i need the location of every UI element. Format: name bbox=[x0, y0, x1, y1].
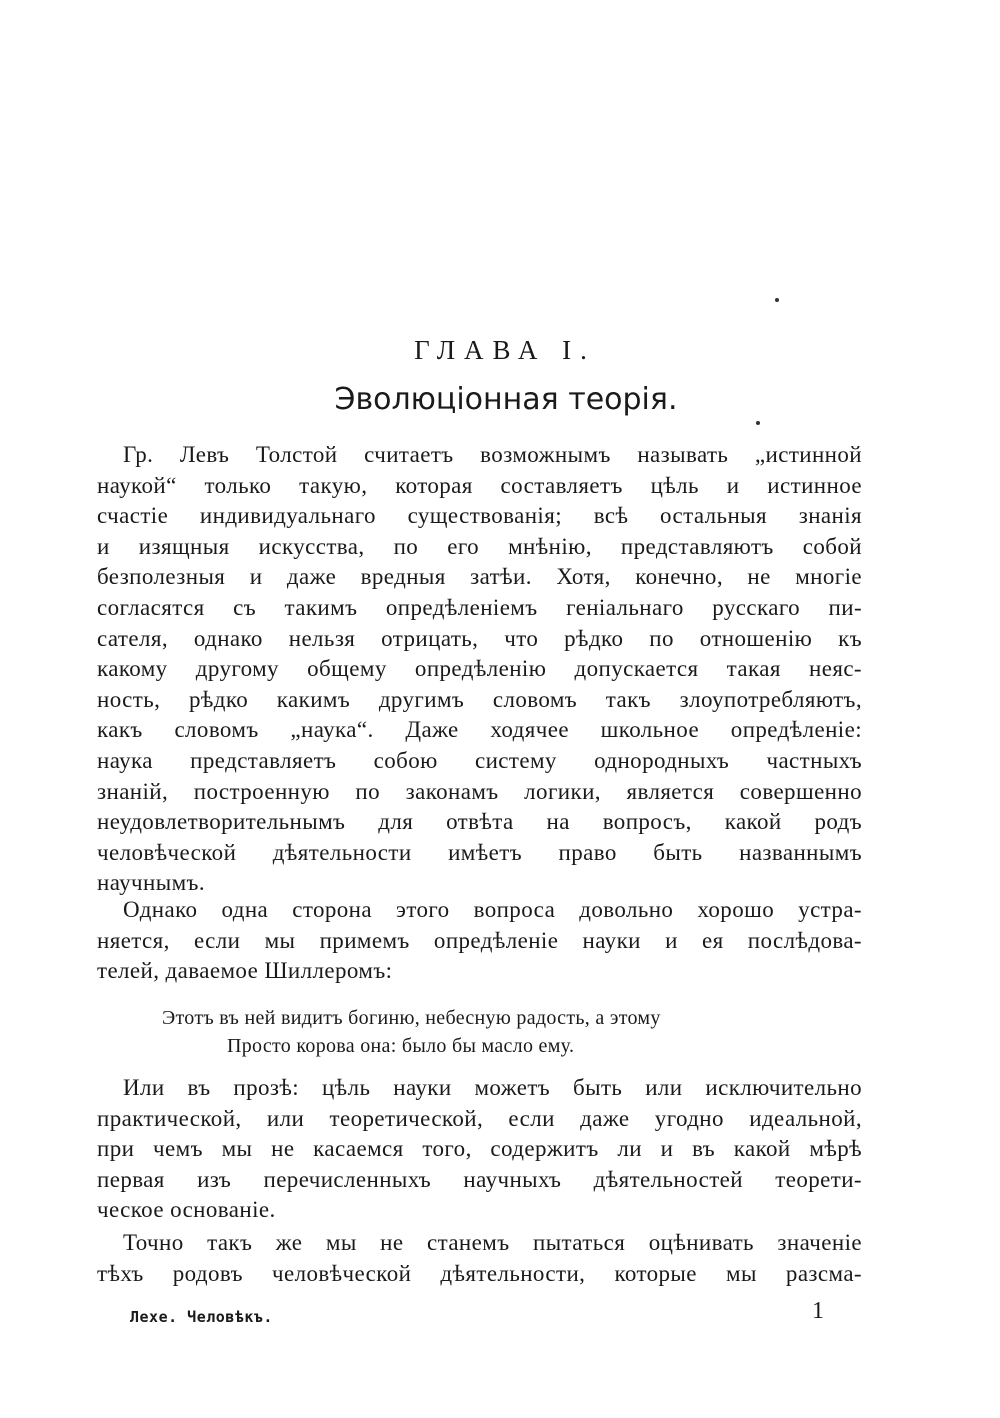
text-line: при чемъ мы не касаемся того, содержитъ ли и въ какой мѣрѣ bbox=[97, 1136, 862, 1162]
text-line: ческое основаніе. bbox=[97, 1197, 276, 1223]
text-line: няется, если мы примемъ опредѣленіе науки и ея послѣдова- bbox=[97, 927, 862, 953]
verse-line: Просто корова она: было бы масло ему. bbox=[227, 1035, 575, 1057]
verse-line: Этотъ въ ней видитъ богиню, небесную радость, а этому bbox=[162, 1007, 661, 1029]
text-line: человѣческой дѣятельности имѣетъ право быть названнымъ bbox=[97, 839, 862, 865]
text-line: согласятся съ такимъ опредѣленіемъ геніальнаго русскаго пи- bbox=[97, 594, 862, 620]
text-line: ность, рѣдко какимъ другимъ словомъ такъ злоупотребляютъ, bbox=[97, 686, 862, 712]
chapter-title: Эволюціонная теорія. bbox=[334, 382, 678, 417]
text-line: практической, или теоретической, если даже угодно идеальной, bbox=[97, 1105, 862, 1131]
footer-signature: Лехе. Человѣкъ. bbox=[130, 1308, 273, 1326]
page-number: 1 bbox=[812, 1298, 824, 1324]
text-line: Однако одна сторона этого вопроса довольно хорошо устра- bbox=[123, 897, 862, 922]
text-line: знаній, построенную по законамъ логики, является совершенно bbox=[97, 778, 862, 804]
text-line: какъ словомъ „наука“. Даже ходячее школьное опредѣленіе: bbox=[97, 717, 862, 743]
text-line: неудовлетворительнымъ для отвѣта на вопросъ, какой родъ bbox=[97, 809, 862, 835]
paragraph-2 bbox=[97, 895, 862, 987]
text-line: телей, даваемое Шиллеромъ: bbox=[97, 958, 393, 984]
text-line: Гр. Левъ Толстой считаетъ возможнымъ называть „истинной bbox=[123, 442, 862, 467]
text-line: научнымъ. bbox=[97, 870, 205, 896]
print-speck bbox=[775, 298, 779, 302]
text-line: какому другому общему опредѣленію допускается такая неяс- bbox=[97, 656, 862, 682]
text-line: сателя, однако нельзя отрицать, что рѣдко по отношенію къ bbox=[97, 625, 862, 651]
paragraph-1 bbox=[97, 440, 862, 899]
paragraph-3 bbox=[97, 1073, 862, 1226]
text-line: Точно такъ же мы не станемъ пытаться оцѣнивать значеніе bbox=[123, 1230, 862, 1255]
text-line: счастіе индивидуальнаго существованія; всѣ остальныя знанія bbox=[97, 503, 862, 529]
verse-quote bbox=[0, 1004, 1000, 1060]
text-line: Или въ прозѣ: цѣль науки можетъ быть или исключительно bbox=[123, 1075, 862, 1100]
text-line: наука представляетъ собою систему однородныхъ частныхъ bbox=[97, 747, 862, 773]
paragraph-4 bbox=[97, 1228, 862, 1289]
text-line: безполезныя и даже вредныя затѣи. Хотя, конечно, не многіе bbox=[97, 564, 862, 590]
text-line: тѣхъ родовъ человѣческой дѣятельности, которые мы разсма- bbox=[97, 1260, 862, 1286]
chapter-label: ГЛАВА I. bbox=[414, 335, 596, 365]
text-line: первая изъ перечисленныхъ научныхъ дѣятельностей теорети- bbox=[97, 1166, 862, 1192]
text-line: наукой“ только такую, которая составляетъ цѣль и истинное bbox=[97, 472, 862, 498]
text-line: и изящныя искусства, по его мнѣнію, представляютъ собой bbox=[97, 533, 862, 559]
print-speck bbox=[756, 421, 760, 425]
